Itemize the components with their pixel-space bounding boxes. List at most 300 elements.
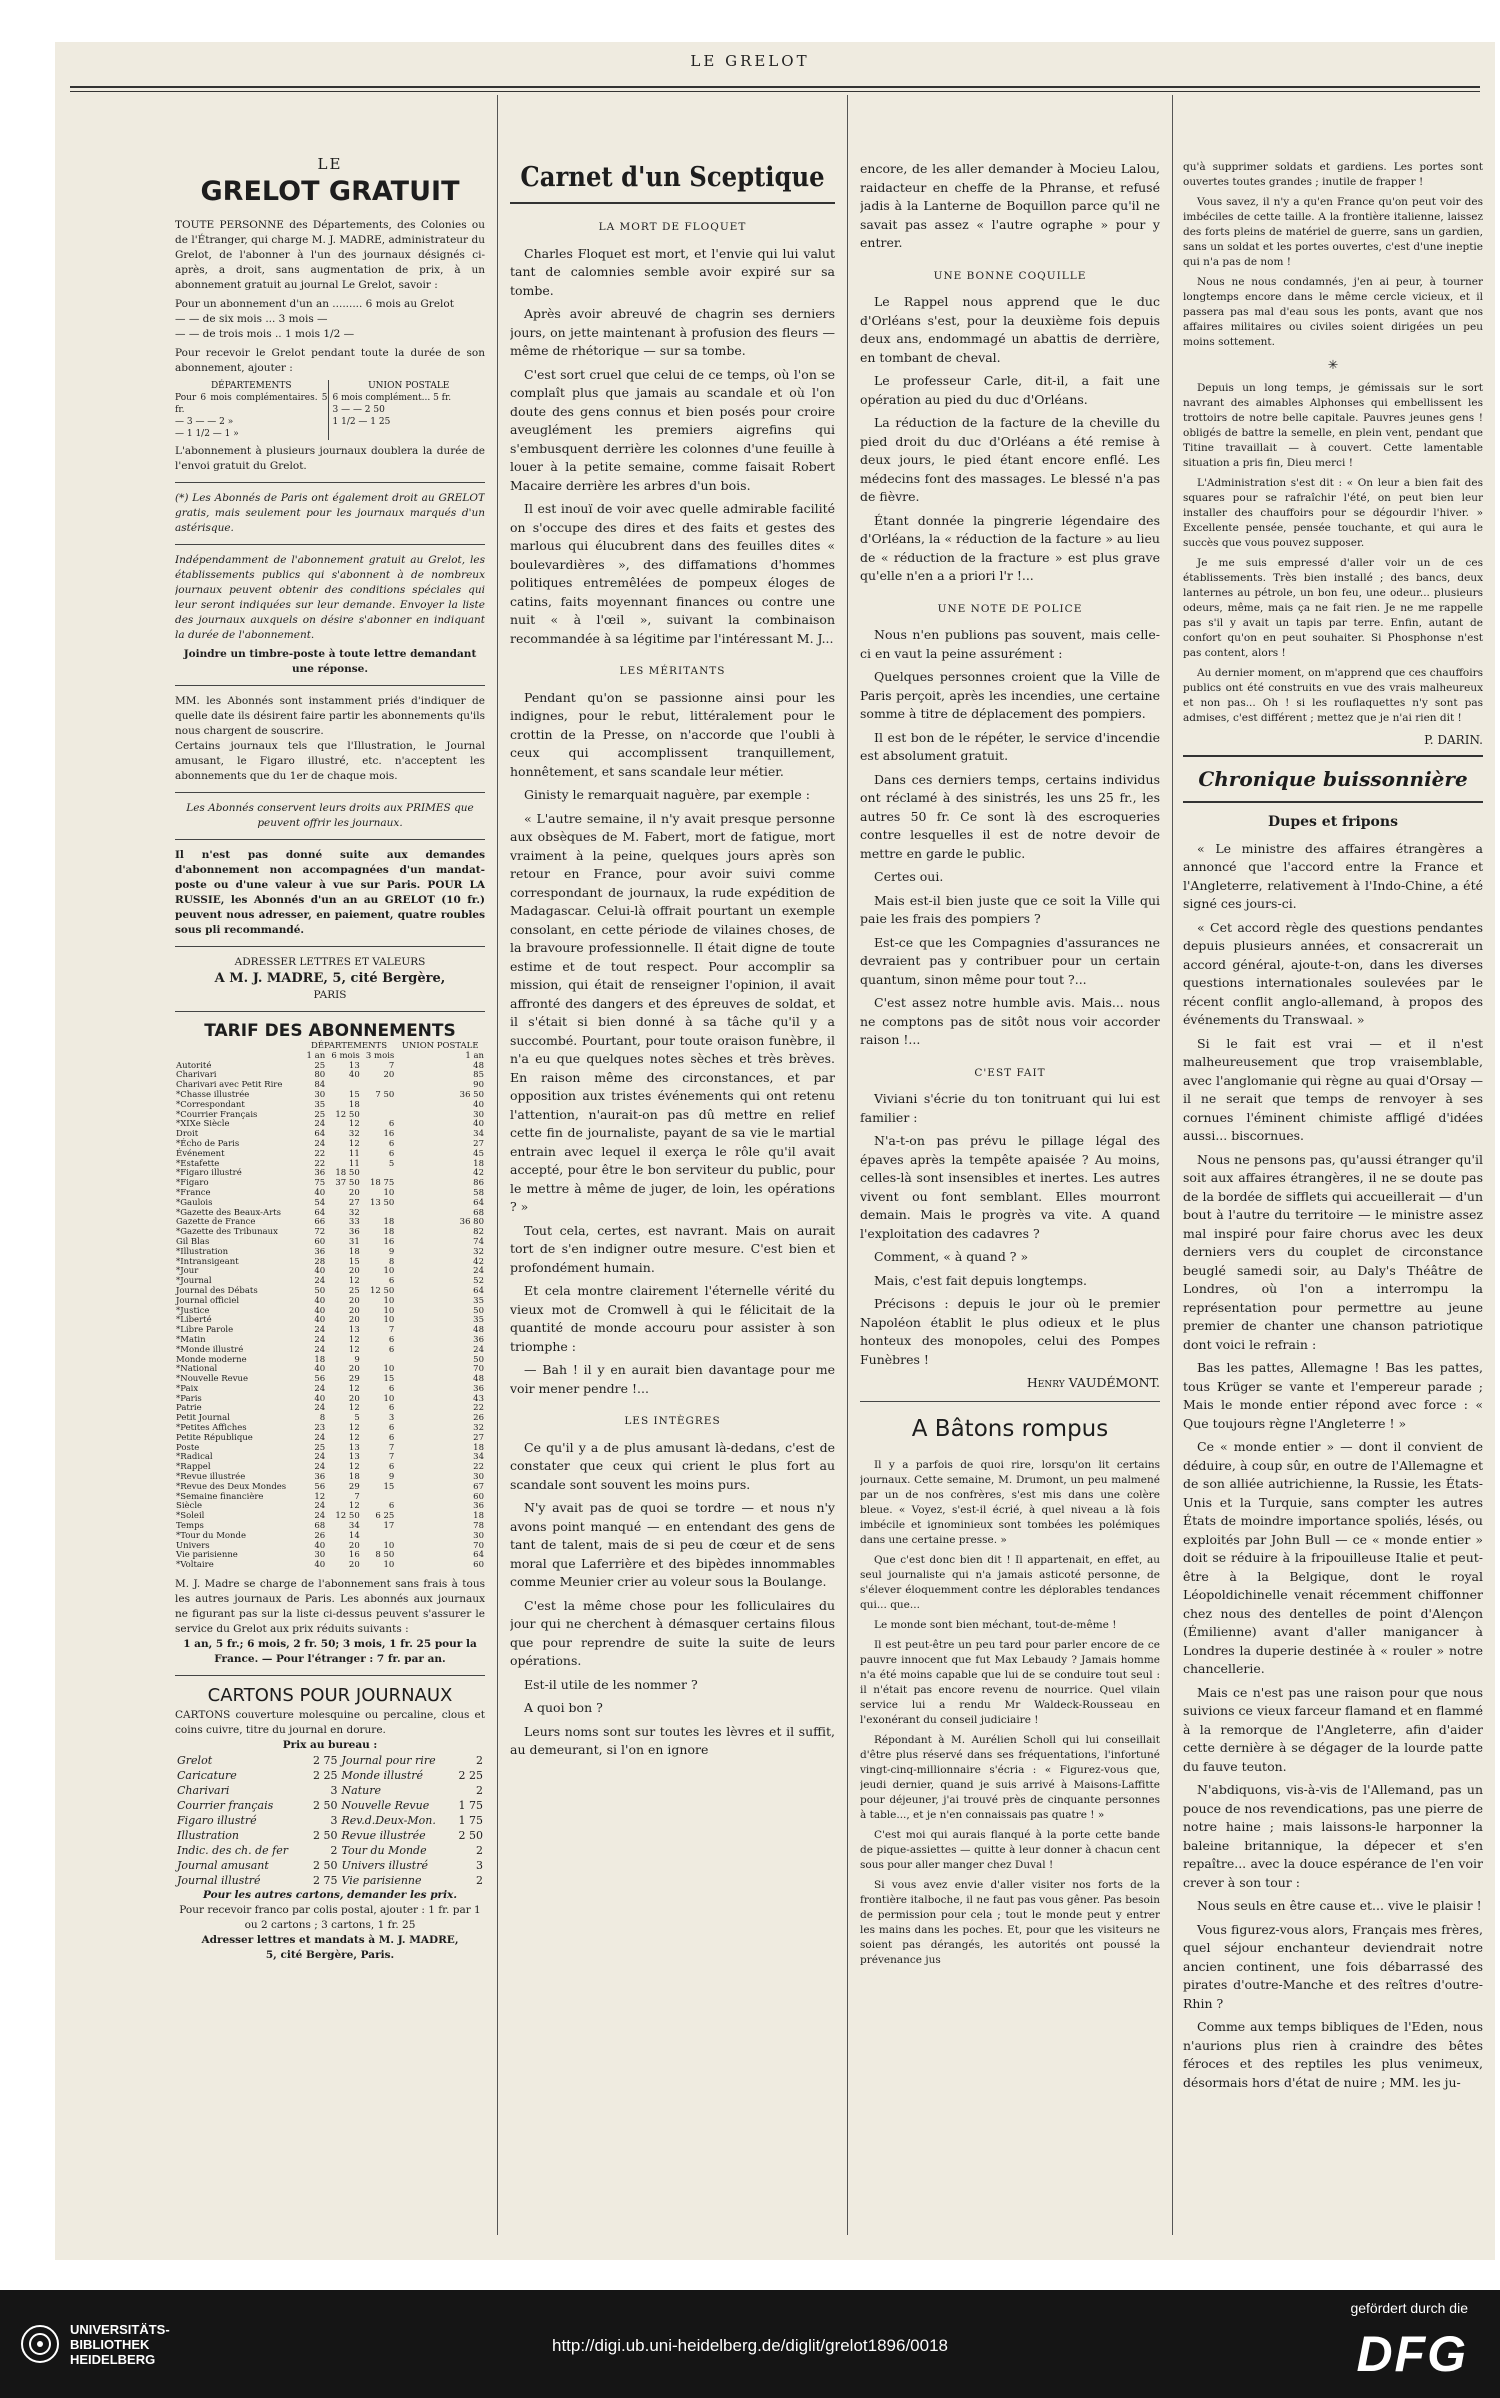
journal-name: Charivari [176, 1070, 217, 1081]
journal-name: *Radical [176, 1452, 213, 1463]
carton-name: Caricature [177, 1769, 237, 1783]
price-cell: 24 [314, 1383, 326, 1394]
carton-name: Journal amusant [177, 1859, 269, 1873]
price-cell: 12 [348, 1403, 360, 1414]
section-heading: UNE BONNE COQUILLE [933, 269, 1087, 282]
paragraph: Ce « monde entier » — dont il convient de déduire, à coup sûr, en outre de l'Allemagne et de son alliée autrichienne, la Russie, les États-Unis et la Turquie, sans compter les autres États de moindre importance spoliés, lésés, ou exploités par John Bull — ce « monde entier » doit se réduire à la fripouilleuse Italie et peut-être à la Belgique, dont le royal Léopoldichinelle venait récemment chiffonner chez nous des dentelles de point d'Alençon (Émilienne) avant d'aller manigancer à Londres la duperie destinée à « rouler » notre chancellerie. [1183, 1439, 1483, 1676]
paragraph: N'y avait pas de quoi se tordre — et nous n'y avons point manqué — en entendant des gens de tant de talent, mais de si peu de cœur et de sens moral que Laferrière et des bipèdes innommables comme Meunier crier au voleur sous la Boulange. [510, 1500, 835, 1589]
price-cell: 27 [473, 1432, 484, 1443]
price-cell: 30 [314, 1089, 326, 1100]
journal-name: *Monde illustré [176, 1344, 244, 1355]
price-cell: 6 [388, 1119, 395, 1130]
paragraph: Mais, c'est fait depuis longtemps. [874, 1272, 1088, 1288]
tarif-row [175, 1307, 485, 1317]
price-cell: 25 [314, 1109, 326, 1120]
journal-name: Petit Journal [176, 1413, 230, 1424]
price-cell: 75 [314, 1178, 326, 1189]
paragraph: encore, de les aller demander à Mocieu Lalou, raidacteur en cheffe de la Phranse, et refusé jadis à la Lanterne de Boquillon parce qu'il ne savait pas assez « l'autre ographe » pour y entrer. [860, 161, 1160, 250]
tarif-row [175, 1120, 485, 1130]
paragraph: Au dernier moment, on m'apprend que ces chauffoirs publics ont été construits en vue des vrais malheureux et non pas... Oh ! si les rouflaquettes n'y sont pas admises, c'est différent ; mettez que je n'ai rien dit ! [1183, 666, 1483, 724]
price-cell: 40 [314, 1364, 326, 1375]
union-head: UNION POSTALE [368, 380, 450, 391]
journal-name: Gil Blas [176, 1236, 210, 1247]
price-cell: 36 [314, 1246, 326, 1257]
carton-price: 3 [476, 1859, 483, 1873]
price-cell: 22 [473, 1462, 484, 1473]
paragraph: « Le ministre des affaires étrangères a annoncé que l'accord entre la France et l'Angleterre, relativement à l'Indo-Chine, a été signé ces jours-ci. [1183, 840, 1483, 911]
price-cell: 12 [348, 1276, 360, 1287]
price-cell: 40 [473, 1099, 484, 1110]
column-middle [860, 160, 1160, 2240]
journal-name: *Semaine financière [176, 1491, 264, 1502]
franco-text: Pour recevoir franco par colis postal, ajouter : 1 fr. par 1 ou 2 cartons ; 3 cartons, 1 fr. 25 [179, 1904, 481, 1932]
price-cell: 50 [473, 1354, 484, 1365]
divider [175, 946, 485, 947]
price-cell: 11 [348, 1158, 360, 1169]
price-cell [361, 1101, 396, 1111]
price-cell: 29 [348, 1481, 360, 1492]
tarif-row [175, 1189, 485, 1199]
price-cell: 45 [473, 1148, 484, 1159]
tarif-row [175, 1375, 485, 1385]
carton-price: 2 75 [313, 1874, 338, 1888]
price-cell: 20 [348, 1266, 360, 1277]
tarif-subheader: 1 an [465, 1050, 484, 1061]
tarif-row [175, 1395, 485, 1405]
price-cell: 6 [388, 1462, 395, 1473]
price-cell: 20 [348, 1187, 360, 1198]
paragraph: Quelques personnes croient que la Ville de Paris perçoit, après les incendies, une certaine somme à titre de déplacement des pompiers. [860, 669, 1160, 721]
journal-name: Charivari avec Petit Rire [176, 1080, 283, 1091]
price-cell: 40 [314, 1266, 326, 1277]
batons-title: A Bâtons rompus [911, 1415, 1109, 1442]
price-cell: 5 [388, 1158, 395, 1169]
receive-text: Pour recevoir le Grelot pendant toute la durée de son abonnement, ajouter : [175, 346, 485, 374]
double-text: L'abonnement à plusieurs journaux doublera la durée de l'envoi gratuit du Grelot. [175, 444, 485, 472]
carton-price: 1 75 [458, 1814, 483, 1828]
adresser-text: ADRESSER LETTRES ET VALEURS [234, 955, 426, 968]
journal-name: *Tour du Monde [176, 1530, 247, 1541]
journal-name: *Courrier Français [176, 1109, 258, 1120]
paragraph: Est-ce que les Compagnies d'assurances ne devraient pas y contribuer pour un certain quantum, sinon même pour tout ?... [860, 934, 1160, 987]
price-cell: 6 [388, 1344, 395, 1355]
price-cell: 80 [314, 1070, 326, 1081]
journal-name: Siècle [176, 1501, 203, 1512]
carton-price: 2 [476, 1754, 483, 1768]
carton-row [175, 1843, 485, 1858]
carton-row [175, 1873, 485, 1888]
tarif-row [175, 1561, 485, 1571]
price-cell: 18 75 [369, 1178, 395, 1189]
column-rule [497, 95, 498, 2235]
price-cell: 6 [388, 1334, 395, 1345]
price-cell: 70 [473, 1364, 484, 1375]
price-cell: 60 [473, 1560, 484, 1571]
price-cell: 40 [314, 1187, 326, 1198]
price-cell: 40 [348, 1070, 360, 1081]
price-cell: 7 50 [375, 1089, 395, 1100]
price-cell: 29 [348, 1374, 360, 1385]
journal-name: *Correspondant [176, 1099, 245, 1110]
price-cell: 15 [348, 1089, 360, 1100]
divider [175, 839, 485, 840]
carton-name: Vie parisienne [341, 1874, 422, 1888]
paragraph: Viviani s'écrie du ton tonitruant qui lui est familier : [860, 1091, 1160, 1125]
signature: P. DARIN. [1424, 732, 1483, 747]
price-cell: 70 [473, 1540, 484, 1551]
paragraph: Comment, « à quand ? » [874, 1249, 1029, 1264]
tarif-row [175, 1532, 485, 1542]
paragraph: Pendant qu'on se passionne ainsi pour les indignes, pour le rebut, littéralement pour le crottin de la Presse, on n'accorde que l'oubli à ceux qui accomplissent tranquillement, honnêtement, et sans scandale leur métier. [510, 689, 835, 779]
price-cell: 78 [473, 1521, 484, 1532]
price-cell: 50 [473, 1305, 484, 1316]
price-cell: 42 [473, 1168, 484, 1179]
tarif-row [175, 1179, 485, 1189]
price-cell: 24 [314, 1511, 326, 1522]
price-cell: 13 [348, 1060, 360, 1071]
tarif-row [175, 1453, 485, 1463]
price-cell: 40 [314, 1295, 326, 1306]
section-heading: UNE NOTE DE POLICE [937, 602, 1083, 615]
price-cell: 40 [314, 1305, 326, 1316]
carton-row [175, 1753, 485, 1768]
paragraph: Leurs noms sont sur toutes les lèvres et il suffit, au demeurant, si l'on en ignore [510, 1723, 835, 1757]
price-cell: 36 50 [459, 1089, 484, 1100]
price-cell: 24 [314, 1119, 326, 1130]
price-cell: 48 [473, 1060, 484, 1071]
journal-name: *Estafette [176, 1158, 220, 1169]
union-line: 3 — — 2 50 [332, 404, 385, 415]
dept-head: DÉPARTEMENTS [210, 380, 292, 391]
price-cell: 7 [354, 1491, 360, 1502]
paragraph: « Cet accord règle des questions pendantes depuis plusieurs années, et consacrerait un accord général, ajoute-t-on, dans les diverses questions internationales soulevées par le récent conflit anglo-allemand, à propos des événements du Transwaal. » [1183, 919, 1483, 1027]
price-cell: 5 [354, 1413, 360, 1424]
price-cell: 32 [348, 1207, 360, 1218]
price-cell: 10 [383, 1295, 395, 1306]
carton-price: 2 75 [313, 1754, 338, 1768]
paragraph: Bas les pattes, Allemagne ! Bas les pattes, tous Krüger se vante et l'empereur parade ; Mais le monde entier répond avec force : « Que toujours règne l'Angleterre ! » [1183, 1360, 1483, 1431]
address-text: A M. J. MADRE, 5, cité Bergère, [214, 970, 446, 986]
university-line: BIBLIOTHEK [70, 2337, 150, 2352]
carton-row [175, 1858, 485, 1873]
paragraph: Mais est-il bien juste que ce soit la Ville qui paie les frais des pompiers ? [860, 892, 1160, 926]
divider [1183, 801, 1483, 803]
price-cell: 50 [314, 1285, 326, 1296]
price-cell: 24 [473, 1344, 484, 1355]
price-cell: 24 [314, 1344, 326, 1355]
price-cell: 24 [314, 1501, 326, 1512]
tarif-subheader: 3 mois [365, 1050, 395, 1061]
carton-name: Monde illustré [341, 1769, 424, 1783]
price-cell: 10 [383, 1560, 395, 1571]
price-cell: 30 [473, 1530, 484, 1541]
price-cell: 36 [473, 1501, 484, 1512]
journal-name: *Revue illustrée [176, 1472, 246, 1483]
price-cell: 28 [314, 1256, 326, 1267]
paragraph: Répondant à M. Aurélien Scholl qui lui conseillait d'être plus réservé dans ses fréquentations, l'infortuné vingt-cinq-millionnaire s'écria : « Figurez-vous que, jeudi dernier, quand je suis arrivé à Maisons-Laffitte pour déjeuner, j'ai trouvé près de cinquante personnes à table..., et je n'en connaissais pas quatre ! » [860, 1733, 1160, 1821]
cartons-body [175, 1753, 485, 1888]
price-cell: 12 50 [335, 1511, 360, 1522]
price-cell: 32 [473, 1246, 484, 1257]
footer-bar [0, 2290, 1500, 2398]
tarif-row [175, 1551, 485, 1561]
price-cell: 15 [348, 1256, 360, 1267]
journal-name: *Jour [176, 1266, 199, 1277]
price-cell: 18 50 [335, 1168, 360, 1179]
price-cell: 23 [314, 1423, 326, 1434]
autres-text: Pour les autres cartons, demander les prix. [203, 1889, 457, 1902]
price-cell: 22 [314, 1148, 326, 1159]
carton-name: Revue illustrée [341, 1829, 426, 1843]
price-cell: 20 [348, 1364, 360, 1375]
journal-name: *Matin [176, 1334, 206, 1345]
price-cell: 20 [348, 1560, 360, 1571]
dept-line: — 1 1/2 — 1 » [175, 428, 239, 439]
price-cell: 22 [473, 1403, 484, 1414]
journal-name: *Gazette des Beaux-Arts [176, 1207, 282, 1218]
tarif-subheader: 6 mois [331, 1050, 360, 1061]
journal-name: Droit [176, 1129, 199, 1140]
journal-name: *Journal [176, 1276, 212, 1287]
batons-body [860, 1458, 1160, 1968]
journal-name: Petite République [176, 1432, 253, 1443]
paragraph: Mais ce n'est pas une raison pour que nous suivions ce vieux farceur flamand et en flammé à la remorque de l'Angleterre, afin d'aider cette dernière à se dégager de la lourde patte du fauve teuton. [1183, 1684, 1483, 1774]
price-cell: 18 [473, 1442, 484, 1453]
cartons-table [175, 1753, 485, 1888]
price-cell: 12 [348, 1383, 360, 1394]
price-cell: 56 [314, 1374, 326, 1385]
price-cell: 40 [314, 1540, 326, 1551]
price-cell: 42 [473, 1256, 484, 1267]
running-head: LE GRELOT [690, 52, 810, 70]
journal-name: *Figaro illustré [176, 1168, 242, 1179]
divider [175, 1011, 485, 1012]
carton-name: Nature [341, 1784, 381, 1798]
carton-row [175, 1768, 485, 1783]
cartons-desc: CARTONS couverture molesquine ou percaline, clous et coins cuivre, titre du journal en dorure. [175, 1709, 485, 1737]
paragraph: Il est peut-être un peu tard pour parler encore de ce pauvre innocent que fut Max Lebaudy ? Jamais homme n'a été moins capable que lui de se conduire tout seul : il n'était pas encore revenu de nourrice. Quel vilain service lui a rendu Mr Waldeck-Rousseau en l'exonérant du conseil judiciaire ! [860, 1638, 1160, 1726]
paragraph: Nous ne nous condamnés, j'en ai peur, à tourner longtemps encore dans le même cercle vicieux, et il passera pas mal d'eau sous les ponts, avant que nos affaires militaires ou civiles soient dirigées un peu moins sottement. [1183, 276, 1483, 348]
price-cell: 10 [383, 1540, 395, 1551]
journal-name: *France [176, 1187, 211, 1198]
price-cell: 64 [473, 1197, 484, 1208]
price-cell: 6 [388, 1403, 395, 1414]
price-cell: 72 [314, 1227, 326, 1238]
paragraph: Depuis un long temps, je gémissais sur le sort navrant des aimables Alphonses qui embellissent les trottoirs de notre belle capitale. Pauvres jeunes gens ! obligés de battre la semelle, en plein vent, pendant que Titine travaillait — à couvert. Cette lamentable situation a pris fin, Dieu merci ! [1183, 381, 1483, 469]
offer-line: — — de trois mois .. 1 mois 1/2 — [175, 327, 355, 340]
union-line: 6 mois complément... 5 fr. [332, 392, 452, 403]
paragraph: Le monde sont bien méchant, tout-de-même ! [874, 1618, 1117, 1631]
price-cell: 18 [348, 1099, 360, 1110]
price-cell: 6 [388, 1276, 395, 1287]
price-cell: 40 [314, 1393, 326, 1404]
divider [860, 1401, 1160, 1402]
section-heading: LES MÉRITANTS [619, 665, 726, 677]
price-cell: 6 [388, 1138, 395, 1149]
price-cell: 20 [348, 1315, 360, 1326]
dept-line: — 3 — — 2 » [175, 416, 234, 427]
journal-name: *Chasse illustrée [176, 1089, 250, 1100]
price-cell: 7 [388, 1452, 395, 1463]
tarif-row [175, 1326, 485, 1336]
journal-name: *Justice [176, 1305, 210, 1316]
paragraph: Nous seuls en être cause et... vive le plaisir ! [1197, 1898, 1482, 1913]
divider [175, 685, 485, 686]
journal-name: *XIXe Siècle [176, 1119, 230, 1130]
paragraph: Si le fait est vrai — et il n'est malheureusement que trop vraisemblable, avec l'anglomanie qui règne au quai d'Orsay — il ne serait que temps de renvoyer à ses cornues l'éminent chimiste affligé d'idées aussi... biscornues. [1183, 1035, 1483, 1143]
carton-price: 3 [330, 1784, 338, 1798]
price-cell: 56 [314, 1481, 326, 1492]
dept-block [175, 380, 328, 440]
price-cell: 12 [348, 1138, 360, 1149]
journal-name: *National [176, 1364, 218, 1375]
price-cell: 10 [383, 1315, 395, 1326]
carton-name: Charivari [177, 1784, 230, 1798]
journal-name: Gazette de France [176, 1217, 256, 1228]
price-cell: 6 [388, 1432, 395, 1443]
price-cell: 48 [473, 1374, 484, 1385]
price-cell: 8 [388, 1256, 395, 1267]
price-cell: 64 [314, 1207, 326, 1218]
price-cell: 35 [473, 1315, 484, 1326]
journal-name: *Paix [176, 1383, 199, 1394]
source-url[interactable]: http://digi.ub.uni-heidelberg.de/diglit/grelot1896/0018 [551, 2336, 948, 2355]
column-rule [847, 95, 848, 2235]
price-cell: 35 [473, 1295, 484, 1306]
price-cell: 17 [383, 1521, 395, 1532]
price-cell: 36 [473, 1334, 484, 1345]
price-cell: 14 [348, 1530, 360, 1541]
price-cell: 24 [314, 1334, 326, 1345]
mm-text: MM. les Abonnés sont instamment priés d'indiquer de quelle date ils désirent faire partir les abonnements qu'ils nous chargent de souscrire. [175, 694, 485, 737]
tarif-row [175, 1502, 485, 1512]
carton-name: Journal pour rire [341, 1754, 436, 1768]
journal-name: Journal des Débats [176, 1285, 258, 1296]
tarif-row [175, 1493, 485, 1503]
journal-name: *Libre Parole [176, 1325, 234, 1336]
carton-name: Courrier français [177, 1799, 274, 1813]
price-cell: 43 [473, 1393, 484, 1404]
price-cell: 74 [473, 1236, 484, 1247]
price-cell: 13 [348, 1442, 360, 1453]
price-cell: 12 [348, 1119, 360, 1130]
price-cell: 8 50 [375, 1550, 395, 1561]
carton-price: 2 25 [313, 1769, 338, 1783]
paris-note: (*) Les Abonnés de Paris ont également droit au GRELOT gratis, mais seulement pour les journaux marqués d'un astérisque. [175, 491, 485, 534]
carton-price: 2 50 [313, 1799, 338, 1813]
price-cell: 85 [473, 1070, 484, 1081]
tarif-row [175, 1062, 485, 1072]
price-cell: 18 [348, 1246, 360, 1257]
price-cell: 67 [473, 1481, 484, 1492]
price-cell: 24 [314, 1432, 326, 1443]
journal-name: *Soleil [176, 1511, 205, 1522]
price-cell: 86 [473, 1178, 484, 1189]
paragraph: Charles Floquet est mort, et l'envie qui lui valut tant de calomnies semble avoir expiré sur sa tombe. [510, 245, 835, 298]
price-cell: 32 [473, 1423, 484, 1434]
section-body [510, 689, 835, 1399]
price-cell: 10 [383, 1393, 395, 1404]
price-cell: 12 [348, 1432, 360, 1443]
carton-name: Illustration [177, 1829, 239, 1843]
paragraph: N'a-t-on pas prévu le pillage légal des épaves après la tempête apaisée ? Au moins, celles-là sont insensibles et inertes. Les autres vivent ou font semblant. Elles mourront demain. Mais le progrès va vite. A quand l'exploitation des cadavres ? [860, 1133, 1160, 1241]
timbre-text: Joindre un timbre-poste à toute lettre demandant une réponse. [183, 647, 477, 675]
carton-row [175, 1783, 485, 1798]
price-cell: 12 [348, 1462, 360, 1473]
tarif-row [175, 1385, 485, 1395]
journal-name: *Gaulois [176, 1197, 213, 1208]
carton-name: Journal illustré [177, 1874, 261, 1888]
price-cell: 37 50 [335, 1178, 360, 1189]
price-cell: 8 [319, 1413, 326, 1424]
price-cell: 27 [473, 1138, 484, 1149]
paragraph: Vous savez, il n'y a qu'en France qu'on peut voir des imbéciles de cette taille. A la frontière italienne, laissez des forts pleins de matériel de guerre, sans un gardien, sans un soldat et les portes ouvertes, c'est d'une ineptie qui n'a pas de nom ! [1183, 196, 1483, 268]
price-cell: 13 50 [369, 1197, 395, 1208]
journal-name: *Liberté [176, 1315, 212, 1326]
divider [175, 482, 485, 483]
price-cell: 10 [383, 1187, 395, 1198]
price-cell: 25 [314, 1060, 326, 1071]
price-cell: 20 [383, 1070, 395, 1081]
paragraph: Le Rappel nous apprend que le duc d'Orléans s'est, pour la deuxième fois depuis deux ans, endommagé un abattis de derrière, en tombant de cheval. [860, 294, 1160, 365]
price-cell: 12 [348, 1501, 360, 1512]
paragraph: C'est sort cruel que celui de ce temps, où l'on se complaît plus que jamais au scandale et où l'on doute des gens connus et bien posés pour croire aveuglément les premiers aigrefins qui s'embusquent derrière les colonnes d'une feuille à louer à la petite semaine, comme faisait Robert Macaire derrière les arbres d'un bois. [510, 366, 835, 493]
section-body [860, 1090, 1160, 1369]
column-grelot-gratuit [175, 155, 485, 2240]
paragraph: Il est inouï de voir avec quelle admirable facilité on s'occupe des dires et des faits et gestes des marlous qui élucubrent dans des feuilles dites « boulevardières », des diffamations d'hommes politiques entremêlées de pompeux éloges de catins, faits moyennant finances ou contre une nuit « à l'œil », suivant la combinaison recommandée à sa légitime par l'intéressant M. J... [510, 501, 835, 646]
warning-text: Il n'est pas donné suite aux demandes d'abonnement non accompagnées d'un mandat-poste ou d'une valeur à vue sur Paris. POUR LA RUSSIE, les Abonnés d'un an au GRELOT (10 fr.) peuvent nous adresser, en paiement, quatre roubles sous pli recommandé. [175, 848, 485, 936]
price-cell: 40 [314, 1560, 326, 1571]
price-cell: 24 [314, 1276, 326, 1287]
price-cell: 16 [383, 1129, 395, 1140]
certains-text: Certains journaux tels que l'Illustration, le Journal amusant, le Figaro illustré, etc. n'acceptent les abonnements que du 1er de chaque mois. [175, 739, 485, 782]
journal-name: Temps [176, 1521, 204, 1532]
tarif-row [175, 1150, 485, 1160]
tarif-row [175, 1258, 485, 1268]
paragraph: Il y a parfois de quoi rire, lorsqu'on lit certains journaux. Cette semaine, M. Drumont, un peu malmené par un de nos confrères, s'est mis dans une colère bleue. « Voyez, s'est-il écrié, à quel niveau a là fois imbécile et ignominieux sont tombées les polémiques dans une certaine presse. » [860, 1458, 1160, 1546]
journal-name: *Revue des Deux Mondes [176, 1481, 287, 1492]
price-cell: 68 [473, 1207, 484, 1218]
price-cell: 15 [383, 1374, 395, 1385]
price-cell: 3 [388, 1413, 395, 1424]
prix-bureau: Prix au bureau : [282, 1739, 378, 1752]
section-body [510, 245, 835, 649]
price-cell: 34 [473, 1129, 484, 1140]
paragraph: Nous ne pensons pas, qu'aussi étranger qu'il soit aux affaires étrangères, il ne se doute pas de la bordée de sifflets qui accueillerait — d'un bout à l'autre du territoire — le ministre assez mal inspiré pour faire chorus avec les deux derniers vers du couplet de circonstance beuglé samedi soir, au Daly's Théâtre de Londres, où l'on a interrompu la représentation pour permettre au jeune premier de chanter une chanson patriotique dont voici le refrain : [1183, 1151, 1483, 1352]
price-cell: 20 [348, 1295, 360, 1306]
price-cell: 10 [383, 1305, 395, 1316]
tarif-row [175, 1297, 485, 1307]
section-body [860, 293, 1160, 586]
adresser3-text: 5, cité Bergère, Paris. [265, 1949, 395, 1962]
union-block [328, 380, 486, 440]
price-cell: 11 [348, 1148, 360, 1159]
price-cell: 18 [383, 1217, 395, 1228]
tarif-row [175, 1356, 485, 1366]
intro-text: TOUTE PERSONNE des Départements, des Colonies ou de l'Étranger, qui charge M. J. MADRE, administrateur du Grelot, de l'abonner à l'un des journaux désignés ci-après, a droit, sans augmentation de prix, à un abonnement gratuit au journal Le Grelot, savoir : [175, 218, 485, 291]
price-cell: 40 [473, 1119, 484, 1130]
price-cell: 48 [473, 1325, 484, 1336]
paragraph: Il est bon de le répéter, le service d'incendie est absolument gratuit. [860, 729, 1160, 763]
price-cell: 9 [388, 1246, 395, 1257]
price-cell: 13 [348, 1325, 360, 1336]
journal-name: *Voltaire [176, 1560, 214, 1571]
price-cell: 7 [388, 1442, 395, 1453]
price-cell: 64 [473, 1550, 484, 1561]
journal-name: *Intransigeant [176, 1256, 239, 1267]
paragraph: A quoi bon ? [524, 1700, 603, 1715]
tarif-header-row [175, 1042, 485, 1052]
